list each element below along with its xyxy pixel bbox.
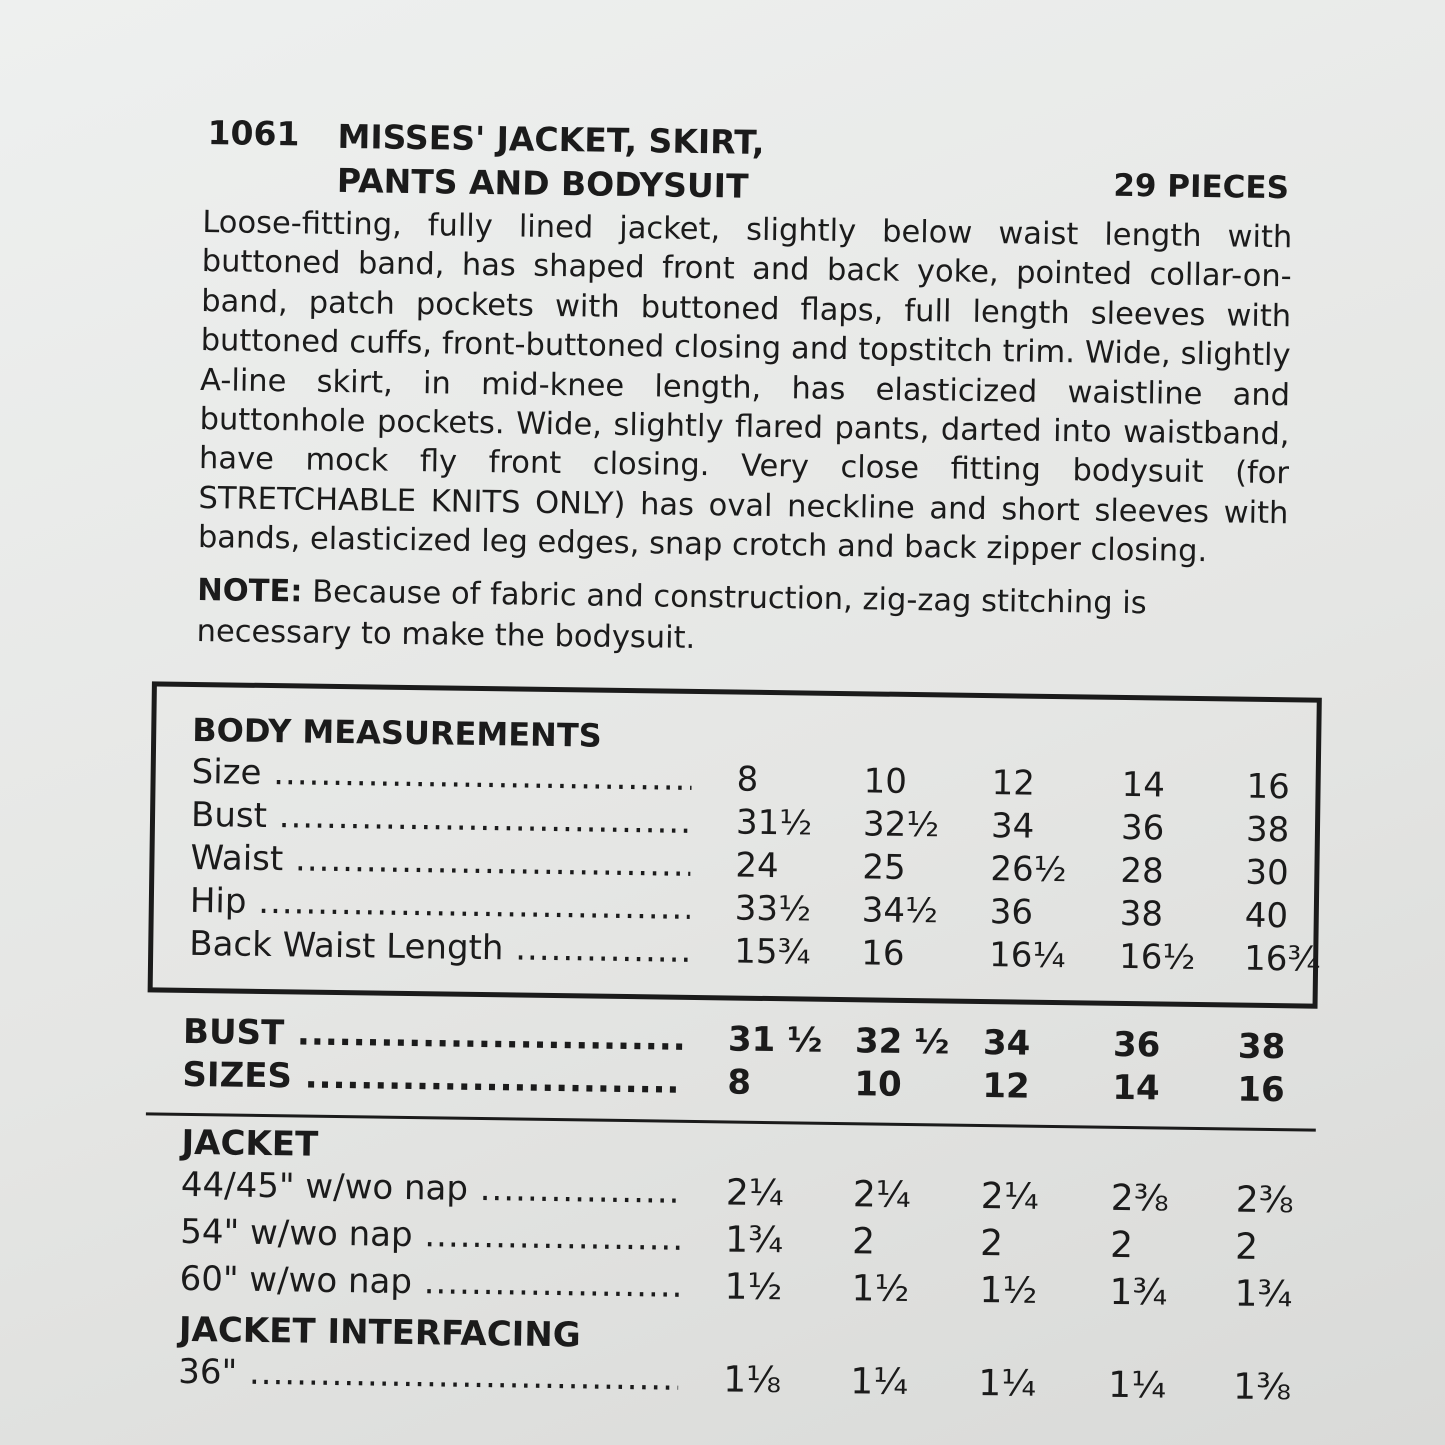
jacket-yardage-row-value: 2⅜ bbox=[1110, 1177, 1169, 1220]
measurement-row-value: 14 bbox=[1121, 764, 1166, 806]
measurement-row-label: Back Waist Length ..... bbox=[189, 923, 690, 973]
pattern-header bbox=[198, 105, 1319, 231]
measurement-row-value: 8 bbox=[736, 759, 759, 800]
jacket-interfacing-title: JACKET INTERFACING bbox=[178, 1309, 581, 1356]
measurement-row-value: 34 bbox=[990, 805, 1035, 847]
measurement-row-value: 38 bbox=[1119, 893, 1164, 935]
jacket-yardage-row-value: 1¾ bbox=[724, 1219, 784, 1261]
measurement-row-label: Hip ..... bbox=[190, 880, 691, 930]
measurement-row-value: 28 bbox=[1120, 850, 1164, 892]
jacket-yardage-row-value: 2 bbox=[851, 1220, 876, 1263]
pattern-title bbox=[337, 115, 765, 209]
jacket-title: JACKET bbox=[181, 1122, 319, 1165]
jacket-yardage-row-value: 1¾ bbox=[1234, 1273, 1293, 1316]
measurement-row-value: 24 bbox=[735, 845, 779, 886]
measurement-row-value: 38 bbox=[1245, 809, 1290, 850]
size-header-row-value: 31 ½ bbox=[727, 1019, 823, 1061]
size-header-row-value: 36 bbox=[1112, 1024, 1161, 1066]
size-header-row-label: SIZES ..... bbox=[182, 1054, 683, 1104]
measurement-row-value: 15¾ bbox=[733, 931, 811, 973]
measurement-row-label: Size ..... bbox=[191, 751, 692, 801]
measurement-row-value: 36 bbox=[989, 891, 1034, 933]
measurement-row-value: 34½ bbox=[861, 889, 939, 932]
size-header-row-value: 8 bbox=[727, 1062, 752, 1103]
size-header-row-value: 12 bbox=[982, 1065, 1030, 1107]
jacket-yardage-row-value: 2¼ bbox=[980, 1175, 1039, 1218]
jacket-yardage-row-value: 2 bbox=[1109, 1224, 1134, 1266]
interfacing-yardage-row-label: 36" ..... bbox=[178, 1350, 679, 1400]
measurement-row-value: 16¾ bbox=[1243, 938, 1321, 980]
interfacing-yardage-row-value: 1⅛ bbox=[722, 1359, 782, 1401]
yardage-table bbox=[142, 1121, 1316, 1413]
pattern-title-line-1: MISSES' JACKET, SKIRT, bbox=[337, 116, 765, 162]
measurement-row-label: Waist ..... bbox=[190, 837, 691, 887]
jacket-yardage-row-value: 1½ bbox=[851, 1267, 910, 1310]
jacket-yardage-row-label: 60" w/wo nap ..... bbox=[179, 1257, 680, 1307]
interfacing-yardage-row-value: 1⅜ bbox=[1232, 1366, 1292, 1409]
jacket-yardage-row-value: 2⅜ bbox=[1235, 1179, 1294, 1222]
measurement-row-value: 16¼ bbox=[988, 934, 1066, 976]
interfacing-yardage-row-value: 1¼ bbox=[977, 1362, 1037, 1405]
measurement-row-value: 12 bbox=[991, 762, 1036, 804]
size-header-row-label: BUST ..... bbox=[183, 1011, 684, 1061]
measurement-row-value: 16½ bbox=[1118, 936, 1196, 978]
measurement-row-value: 16 bbox=[860, 932, 905, 974]
jacket-yardage-row-value: 2 bbox=[979, 1222, 1004, 1264]
measurement-row-value: 16 bbox=[1246, 766, 1291, 807]
jacket-yardage-row-value: 2 bbox=[1234, 1226, 1259, 1268]
jacket-yardage-row-value: 2¼ bbox=[852, 1173, 911, 1216]
jacket-yardage-row-value: 2¼ bbox=[725, 1172, 784, 1214]
size-header-row-value: 10 bbox=[854, 1063, 902, 1105]
jacket-yardage-row-value: 1½ bbox=[724, 1266, 783, 1308]
measurement-row-value: 26½ bbox=[990, 848, 1067, 890]
note-label: NOTE: bbox=[196, 572, 303, 610]
size-header-row-value: 38 bbox=[1237, 1026, 1286, 1067]
pieces-count: 29 PIECES bbox=[1113, 167, 1290, 207]
jacket-yardage-row-label: 44/45" w/wo nap ..... bbox=[181, 1163, 682, 1213]
measurement-row-value: 32½ bbox=[862, 803, 940, 846]
measurement-row-value: 25 bbox=[862, 846, 906, 888]
body-measurements-table bbox=[148, 681, 1322, 1008]
interfacing-yardage-row-value: 1¼ bbox=[1107, 1364, 1167, 1407]
measurement-row-value: 10 bbox=[863, 760, 908, 802]
measurement-row-label: Bust ..... bbox=[191, 794, 692, 844]
measurement-row-value: 33½ bbox=[734, 888, 812, 930]
pattern-note bbox=[196, 570, 1307, 667]
jacket-yardage-row-value: 1¾ bbox=[1109, 1271, 1168, 1314]
size-header-row-value: 14 bbox=[1112, 1067, 1160, 1109]
body-measurements-title: BODY MEASUREMENTS bbox=[192, 710, 603, 755]
interfacing-yardage-row-value: 1¼ bbox=[849, 1360, 909, 1403]
jacket-yardage-row-label: 54" w/wo nap ..... bbox=[180, 1210, 681, 1260]
size-header-row-value: 32 ½ bbox=[854, 1020, 950, 1063]
pattern-description: Loose-fitting, fully lined jacket, slightly below waist length with buttoned band, has shaped front and back yoke, pointed collar-on-band, patch pockets with buttoned flaps, full length sleeves with buttoned cuffs, front-buttoned closing and topstitch trim. Wide, slightly A-line skirt, in mid-knee length, has elasticized waistline and buttonhole pockets. Wide, slightly flared pants, darted into waistband, have mock fly front closing. Very close fitting bodysuit (for STRETCHABLE KNITS ONLY) has oval neckline and short sleeves with bands, elasticized leg edges, snap crotch and back zipper closing. bbox=[197, 205, 1293, 570]
note-text: Because of fabric and construction, zig-zag stitching is necessary to make the bodysuit. bbox=[196, 574, 1147, 656]
measurement-row-value: 36 bbox=[1120, 807, 1165, 849]
measurement-row-value: 30 bbox=[1245, 852, 1289, 893]
pattern-number: 1061 bbox=[207, 113, 300, 154]
size-header-row-value: 34 bbox=[982, 1022, 1031, 1064]
pattern-title-line-2: PANTS AND BODYSUIT bbox=[336, 160, 749, 206]
measurement-row-value: 40 bbox=[1244, 895, 1289, 936]
size-header-row-value: 16 bbox=[1237, 1069, 1285, 1110]
jacket-yardage-row-value: 1½ bbox=[979, 1269, 1038, 1312]
measurement-row-value: 31½ bbox=[735, 802, 813, 844]
size-header-table bbox=[146, 1010, 1317, 1112]
pattern-content bbox=[178, 105, 1321, 1413]
